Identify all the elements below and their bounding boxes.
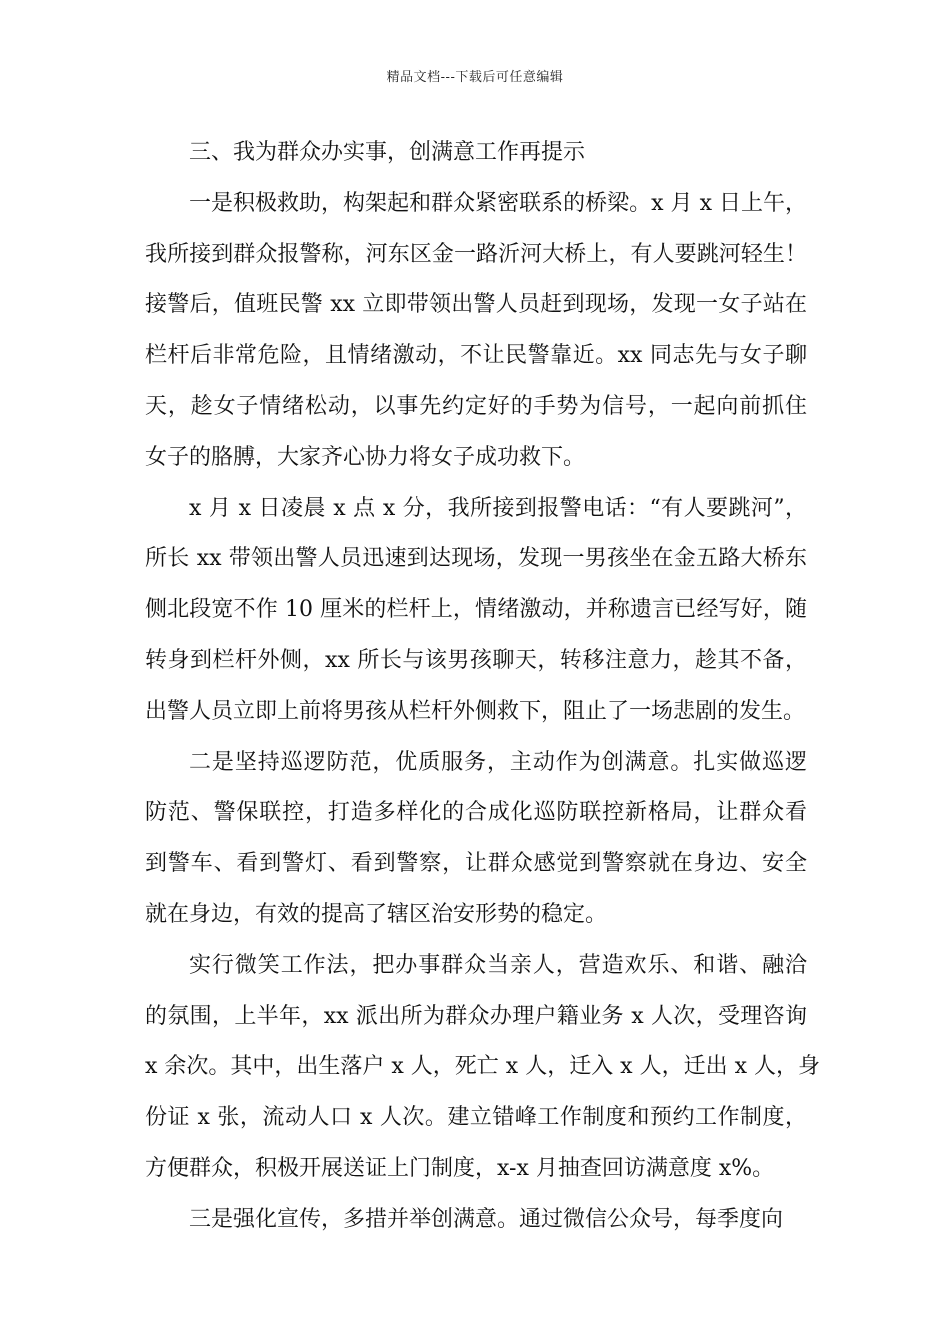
paragraph-line: 侧北段宽不作 10 厘米的栏杆上，情绪激动，并称遗言已经写好，随 [145,597,807,623]
paragraph-line: 转身到栏杆外侧，xx 所长与该男孩聊天，转移注意力，趁其不备， [145,647,807,673]
paragraph-line: 所长 xx 带领出警人员迅速到达现场，发现一男孩坐在金五路大桥东 [145,546,807,572]
paragraph-line: 方便群众，积极开展送证上门制度，x-x 月抽查回访满意度 x%。 [145,1155,775,1181]
paragraph [145,484,807,738]
paragraph-line: 到警车、看到警灯、看到警察，让群众感觉到警察就在身边、安全 [145,851,807,877]
paragraph [145,738,807,941]
paragraph-line: 天，趁女子情绪松动，以事先约定好的手势为信号，一起向前抓住 [145,393,807,419]
paragraph-line: 防范、警保联控，打造多样化的合成化巡防联控新格局，让群众看 [145,800,807,826]
paragraph-line: 栏杆后非常危险，且情绪激动，不让民警靠近。xx 同志先与女子聊 [145,343,807,369]
paragraph [145,941,820,1195]
paragraph-line: 就在身边，有效的提高了辖区治安形势的稳定。 [145,901,608,927]
paragraph-line: 二是坚持巡逻防范，优质服务，主动作为创满意。扎实做巡逻 [189,749,807,775]
paragraphs-container [145,179,820,1246]
paragraph-line: 份证 x 张，流动人口 x 人次。建立错峰工作制度和预约工作制度， [145,1105,807,1131]
paragraph-line: 出警人员立即上前将男孩从栏杆外侧救下，阻止了一场悲剧的发生。 [145,698,806,724]
page-header: 精品文档---下载后可任意编辑 [386,70,564,85]
paragraph [145,179,807,484]
paragraph-line: 接警后，值班民警 xx 立即带领出警人员赶到现场，发现一女子站在 [145,292,807,318]
document-body [145,128,820,1246]
paragraph-line: x 月 x 日凌晨 x 点 x 分，我所接到报警电话：“有人要跳河”， [189,495,807,521]
paragraph [145,1195,807,1246]
section-title: 三、我为群众办实事，创满意工作再提示 [189,140,586,165]
paragraph-line: 的氛围，上半年，xx 派出所为群众办理户籍业务 x 人次，受理咨询 [145,1003,807,1029]
paragraph-line: x 余次。其中，出生落户 x 人，死亡 x 人，迁入 x 人，迁出 x 人，身 [145,1054,820,1080]
paragraph-line: 实行微笑工作法，把办事群众当亲人，营造欢乐、和谐、融洽 [189,952,807,978]
paragraph-line: 一是积极救助，构架起和群众紧密联系的桥梁。x 月 x 日上午， [189,190,807,216]
paragraph-line: 三是强化宣传，多措并举创满意。通过微信公众号，每季度向 [189,1206,784,1232]
paragraph-line: 女子的胳膊，大家齐心协力将女子成功救下。 [145,444,586,470]
paragraph-line: 我所接到群众报警称，河东区金一路沂河大桥上，有人要跳河轻生！ [145,241,807,267]
